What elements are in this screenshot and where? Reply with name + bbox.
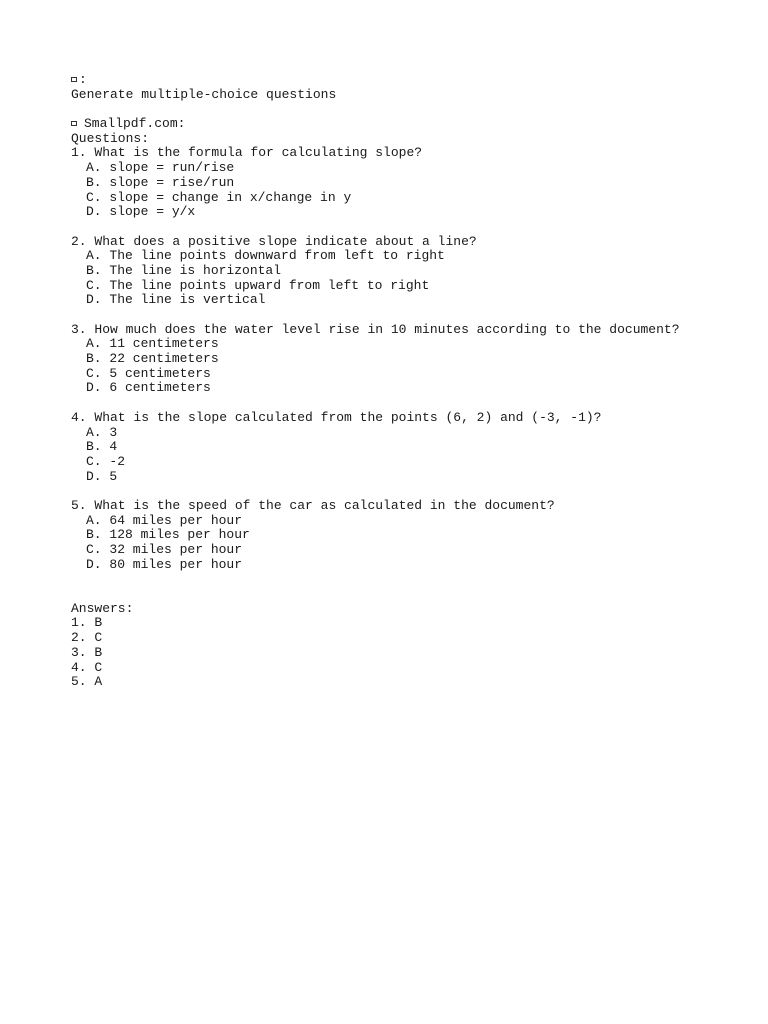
answer-option: B. 22 centimeters xyxy=(86,351,219,367)
answer-option: B. slope = rise/run xyxy=(86,174,235,190)
answer-option: C. slope = change in x/change in y xyxy=(86,189,352,205)
answer-key-item: 3. B xyxy=(71,644,103,660)
assistant-turn-header xyxy=(71,117,751,132)
answer-option: D. The line is vertical xyxy=(86,292,266,308)
assistant-label: Smallpdf.com: xyxy=(84,116,186,132)
answer-option: D. slope = y/x xyxy=(86,204,196,220)
answer-key-item: 1. B xyxy=(71,615,103,631)
answer-option: B. The line is horizontal xyxy=(86,262,282,278)
question-text: 5. What is the speed of the car as calculated in the document? xyxy=(71,497,555,513)
question-text: 1. What is the formula for calculating slope? xyxy=(71,145,423,161)
answer-option: A. 64 miles per hour xyxy=(86,512,243,528)
answer-option: D. 80 miles per hour xyxy=(86,556,243,572)
answers-heading: Answers: xyxy=(71,600,134,616)
user-turn-header xyxy=(71,73,751,88)
question-block xyxy=(71,146,751,219)
user-message: Generate multiple-choice questions xyxy=(71,86,337,102)
question-text: 3. How much does the water level rise in 10 minutes according to the document? xyxy=(71,321,680,337)
box-glyph-icon xyxy=(71,77,77,82)
answer-option: C. 5 centimeters xyxy=(86,365,211,381)
answer-option: A. 11 centimeters xyxy=(86,336,219,352)
answer-key-item: 5. A xyxy=(71,674,103,690)
answer-option: B. 128 miles per hour xyxy=(86,527,250,543)
user-label: : xyxy=(79,72,87,87)
question-block xyxy=(71,411,751,484)
answer-key-item: 2. C xyxy=(71,630,103,646)
answer-option: A. The line points downward from left to right xyxy=(86,248,445,264)
question-text: 4. What is the slope calculated from the points (6, 2) and (-3, -1)? xyxy=(71,409,602,425)
question-block xyxy=(71,235,751,308)
answer-option: A. 3 xyxy=(86,424,118,440)
question-block xyxy=(71,323,751,396)
answer-option: C. The line points upward from left to right xyxy=(86,277,430,293)
answer-key-item: 4. C xyxy=(71,659,103,675)
answer-option: C. -2 xyxy=(86,453,126,469)
question-text: 2. What does a positive slope indicate about a line? xyxy=(71,233,477,249)
answer-option: D. 6 centimeters xyxy=(86,380,211,396)
chat-transcript xyxy=(71,73,751,690)
questions-heading: Questions: xyxy=(71,130,150,146)
box-glyph-icon xyxy=(71,121,77,126)
answer-option: C. 32 miles per hour xyxy=(86,542,243,557)
question-block xyxy=(71,499,751,572)
answer-option: A. slope = run/rise xyxy=(86,160,235,176)
answer-option: B. 4 xyxy=(86,439,118,455)
answer-option: D. 5 xyxy=(86,468,118,484)
